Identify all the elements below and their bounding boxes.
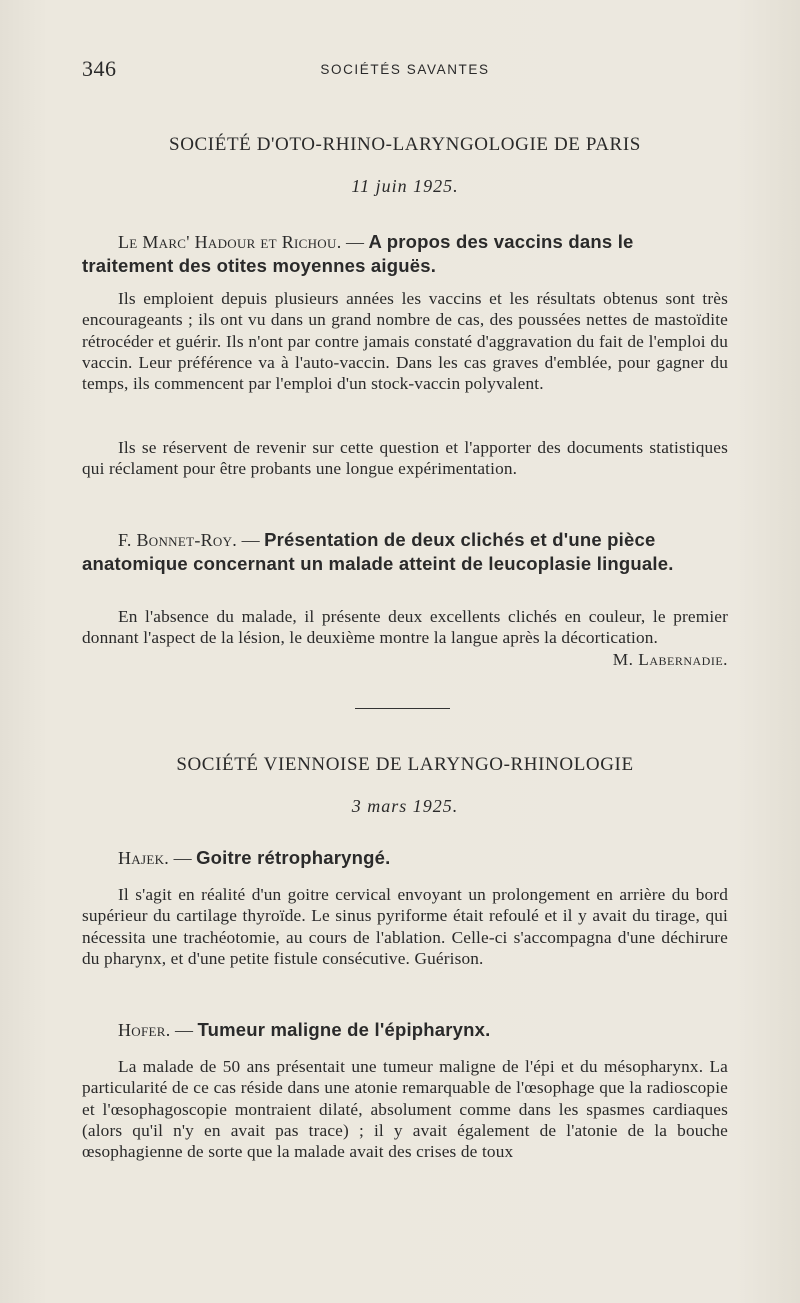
society-date-vienne: 3 mars 1925.	[351, 796, 459, 816]
society-date-paris: 11 juin 1925.	[351, 176, 459, 196]
entry-topic: Présentation de deux clichés et d'une pièce anatomique concernant un malade atteint de leucoplasie linguale.	[82, 529, 674, 574]
paragraph-text: En l'absence du malade, il présente deux excellents clichés en couleur, le premier donnant l'aspect de la lésion, le deuxième montre la langue après la décortication.	[82, 607, 728, 648]
entry-heading-goitre	[82, 846, 728, 870]
entry-topic: A propos des vaccins dans le traitement des otites moyennes aiguës.	[82, 231, 634, 276]
entry-authors: F. Bonnet-Roy.	[118, 530, 238, 550]
entry-authors: Hajek.	[118, 848, 170, 868]
entry-authors: Le Marc' Hadour et Richou.	[118, 232, 342, 252]
entry-dash: —	[169, 848, 197, 868]
entry-heading-cliches	[82, 528, 728, 576]
paragraph-tumeur: La malade de 50 ans présentait une tumeur maligne de l'épi et du mésopharynx. La particularité de ce cas réside dans une atonie remarquable de l'œsophage que la radioscopie et l'œsophagoscopie montraient dilaté, absolument comme dans les spasmes cardiaques (alors qu'il n'y en avait pas trace) ; il y avait également de l'atonie de la bouche œsophagienne de sorte que la malade avait des crises de toux	[82, 1057, 728, 1162]
paragraph-vaccins-1: Ils emploient depuis plusieurs années les vaccins et les résultats obtenus sont très encourageants ; ils ont vu dans un grand nombre de cas, des poussées nettes de mastoïdite rétrocéder et guérir. Ils n'ont par contre jamais constaté d'aggravation du fait de l'emploi du vaccin. Leur préférence va à l'auto-vaccin. Dans les cas graves d'emblée, pour gagner du temps, ils commencent par l'emploi d'un stock-vaccin polyvalent.	[82, 289, 728, 394]
signature: M. Labernadie.	[612, 649, 728, 669]
section-separator	[355, 708, 450, 709]
entry-heading-tumeur	[82, 1018, 728, 1042]
entry-dash: —	[341, 232, 369, 252]
entry-dash: —	[237, 530, 265, 550]
paragraph-cliches	[82, 606, 728, 670]
society-title-vienne: SOCIÉTÉ VIENNOISE DE LARYNGO-RHINOLOGIE	[176, 754, 634, 775]
page-number: 346	[82, 56, 117, 81]
running-title: SOCIÉTÉS SAVANTES	[320, 62, 490, 77]
entry-heading-vaccins	[82, 230, 728, 278]
entry-authors: Hofer.	[118, 1020, 171, 1040]
running-head	[82, 56, 728, 86]
paragraph-goitre: Il s'agit en réalité d'un goitre cervical envoyant un prolongement en arrière du bord supérieur du cartilage thyroïde. Le sinus pyriforme était refoulé et il y avait du tirage, qui nécessita une trachéotomie, au cours de l'ablation. Celle-ci s'accompagna d'une déchirure du pharynx, et d'une petite fistule consécutive. Guérison.	[82, 885, 728, 968]
entry-topic: Goitre rétropharyngé.	[196, 847, 391, 868]
paragraph-vaccins-2: Ils se réservent de revenir sur cette question et l'apporter des documents statistiques qui réclament pour être probants une longue expérimentation.	[82, 438, 728, 479]
entry-dash: —	[170, 1020, 198, 1040]
society-title-paris: SOCIÉTÉ D'OTO-RHINO-LARYNGOLOGIE DE PARIS	[169, 134, 641, 155]
entry-topic: Tumeur maligne de l'épipharynx.	[197, 1019, 491, 1040]
